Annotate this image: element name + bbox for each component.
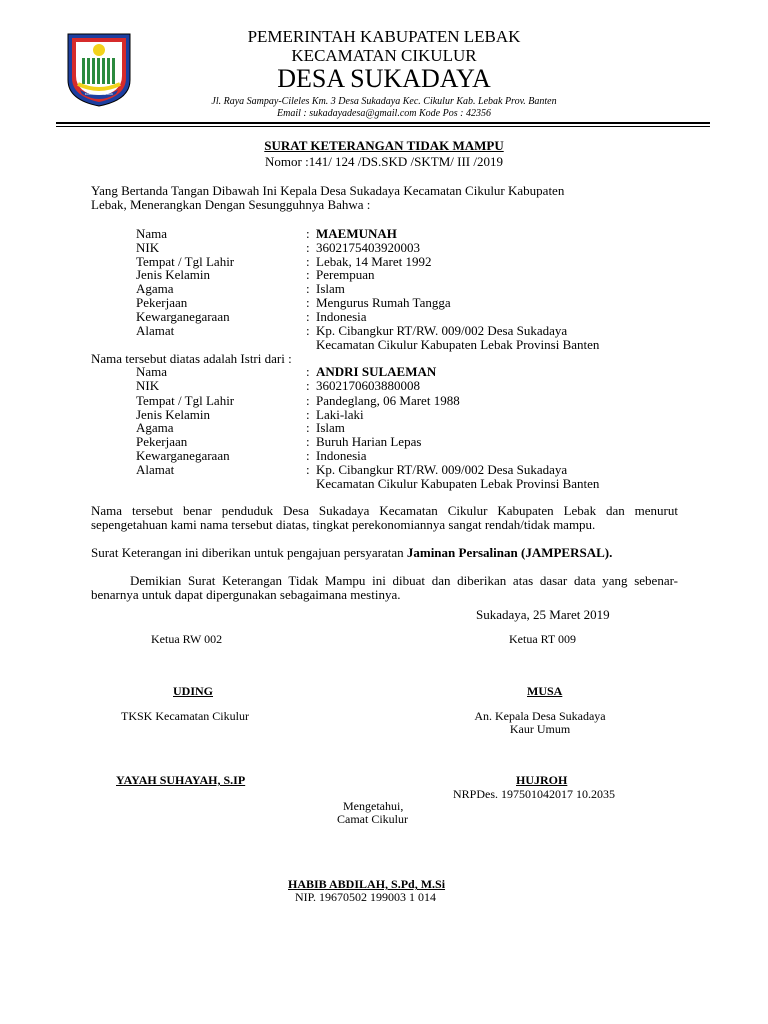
- person2-address-line2: Kecamatan Cikulur Kabupaten Lebak Provinsi Banten: [316, 476, 600, 491]
- person2-label: NIK: [136, 378, 160, 393]
- colon: :: [306, 420, 310, 435]
- colon: :: [306, 309, 310, 324]
- person2-address: Kp. Cibangkur RT/RW. 009/002 Desa Sukadaya: [316, 462, 568, 477]
- person2-nationality: Indonesia: [316, 448, 367, 463]
- person1-nationality: Indonesia: [316, 309, 367, 324]
- person1-label: Jenis Kelamin: [136, 267, 211, 282]
- person1-gender: Perempuan: [316, 267, 375, 282]
- header-village: DESA SUKADAYA: [277, 64, 491, 93]
- person2-label: Nama: [136, 364, 168, 379]
- tksk-name: YAYAH SUHAYAH, S.IP: [116, 773, 246, 787]
- camat-name: HABIB ABDILAH, S.Pd, M.Si: [288, 877, 446, 891]
- person2-label: Tempat / Tgl Lahir: [136, 393, 235, 408]
- relation-text: Nama tersebut diatas adalah Istri dari :: [91, 351, 292, 366]
- letter-title: SURAT KETERANGAN TIDAK MAMPU: [264, 138, 504, 153]
- colon: :: [306, 378, 310, 393]
- colon: :: [306, 323, 310, 338]
- kaur-nrp: NRPDes. 197501042017 10.2035: [453, 787, 616, 801]
- colon: :: [306, 462, 310, 477]
- camat-nip: NIP. 19670502 199003 1 014: [295, 890, 437, 904]
- colon: :: [306, 364, 310, 379]
- colon: :: [306, 240, 310, 255]
- place-date: Sukadaya, 25 Maret 2019: [476, 607, 610, 622]
- colon: :: [306, 267, 310, 282]
- person2-label: Kewarganegaraan: [136, 448, 230, 463]
- colon: :: [306, 226, 310, 241]
- colon: :: [306, 434, 310, 449]
- person2-occupation: Buruh Harian Lepas: [316, 434, 422, 449]
- mengetahui-label: Mengetahui,: [343, 799, 404, 813]
- rw-title: Ketua RW 002: [151, 632, 223, 646]
- person1-label: Nama: [136, 226, 168, 241]
- colon: :: [306, 393, 310, 408]
- person1-address-line2: Kecamatan Cikulur Kabupaten Lebak Provinsi Banten: [316, 337, 600, 352]
- person1-label: Tempat / Tgl Lahir: [136, 254, 235, 269]
- person1-label: NIK: [136, 240, 160, 255]
- header-divider-thin: [56, 126, 710, 127]
- header-government: PEMERINTAH KABUPATEN LEBAK: [247, 27, 521, 46]
- purpose-text: Surat Keterangan ini diberikan untuk pengajuan persyaratan: [91, 545, 407, 560]
- person2-label: Alamat: [136, 462, 175, 477]
- rt-title: Ketua RT 009: [509, 632, 577, 646]
- person1-label: Alamat: [136, 323, 175, 338]
- kaur-title: Kaur Umum: [509, 722, 571, 736]
- paragraph-purpose: [91, 546, 678, 560]
- person1-occupation: Mengurus Rumah Tangga: [316, 295, 451, 310]
- colon: :: [306, 407, 310, 422]
- person1-address: Kp. Cibangkur RT/RW. 009/002 Desa Sukadaya: [316, 323, 568, 338]
- person1-name: MAEMUNAH: [316, 226, 397, 241]
- colon: :: [306, 254, 310, 269]
- rw-name: UDING: [173, 684, 214, 698]
- person2-label: Jenis Kelamin: [136, 407, 211, 422]
- letter-number: Nomor :141/ 124 /DS.SKD /SKTM/ III /2019: [265, 154, 503, 169]
- person2-label: Pekerjaan: [136, 434, 188, 449]
- paragraph-statement: Nama tersebut benar penduduk Desa Sukadaya Kecamatan Cikulur Kabupaten Lebak dan menurut sepengetahuan kami nama tersebut diatas, tingkat perekonomiannya sangat rendah/tidak mampu.: [91, 503, 678, 532]
- person1-label: Pekerjaan: [136, 295, 188, 310]
- person1-label: Agama: [136, 281, 174, 296]
- intro-line-1: Yang Bertanda Tangan Dibawah Ini Kepala Desa Sukadaya Kecamatan Cikulur Kabupaten: [91, 183, 565, 198]
- kades-title: An. Kepala Desa Sukadaya: [474, 709, 606, 723]
- purpose-program: Jaminan Persalinan (JAMPERSAL).: [406, 545, 613, 560]
- person1-label: Kewarganegaraan: [136, 309, 230, 324]
- person1-religion: Islam: [316, 281, 345, 296]
- header-district: KECAMATAN CIKULUR: [291, 46, 477, 65]
- paragraph-closing: Demikian Surat Keterangan Tidak Mampu ini dibuat dan diberikan atas dasar data yang sebenar-benarnya untuk dapat dipergunakan sebagaimana mestinya.: [91, 573, 678, 602]
- header-contact: Email : sukadayadesa@gmail.com Kode Pos : 42356: [277, 108, 491, 119]
- person1-nik: 3602175403920003: [316, 240, 420, 255]
- colon: :: [306, 295, 310, 310]
- person1-birth: Lebak, 14 Maret 1992: [316, 254, 432, 269]
- camat-title: Camat Cikulur: [337, 812, 408, 826]
- tksk-title: TKSK Kecamatan Cikulur: [121, 709, 249, 723]
- header-address: Jl. Raya Sampay-Cileles Km. 3 Desa Sukadaya Kec. Cikulur Kab. Lebak Prov. Banten: [211, 96, 557, 107]
- kaur-name: HUJROH: [516, 773, 568, 787]
- rt-name: MUSA: [527, 684, 563, 698]
- colon: :: [306, 448, 310, 463]
- intro-line-2: Lebak, Menerangkan Dengan Sesungguhnya Bahwa :: [91, 197, 371, 212]
- header-divider-thick: [56, 122, 710, 124]
- person2-birth: Pandeglang, 06 Maret 1988: [316, 393, 460, 408]
- person2-name: ANDRI SULAEMAN: [316, 364, 437, 379]
- person2-religion: Islam: [316, 420, 345, 435]
- person2-gender: Laki-laki: [316, 407, 364, 422]
- colon: :: [306, 281, 310, 296]
- logo-text: KABUPATEN LEBAK: [84, 92, 114, 96]
- person2-label: Agama: [136, 420, 174, 435]
- person2-nik: 3602170603880008: [316, 378, 420, 393]
